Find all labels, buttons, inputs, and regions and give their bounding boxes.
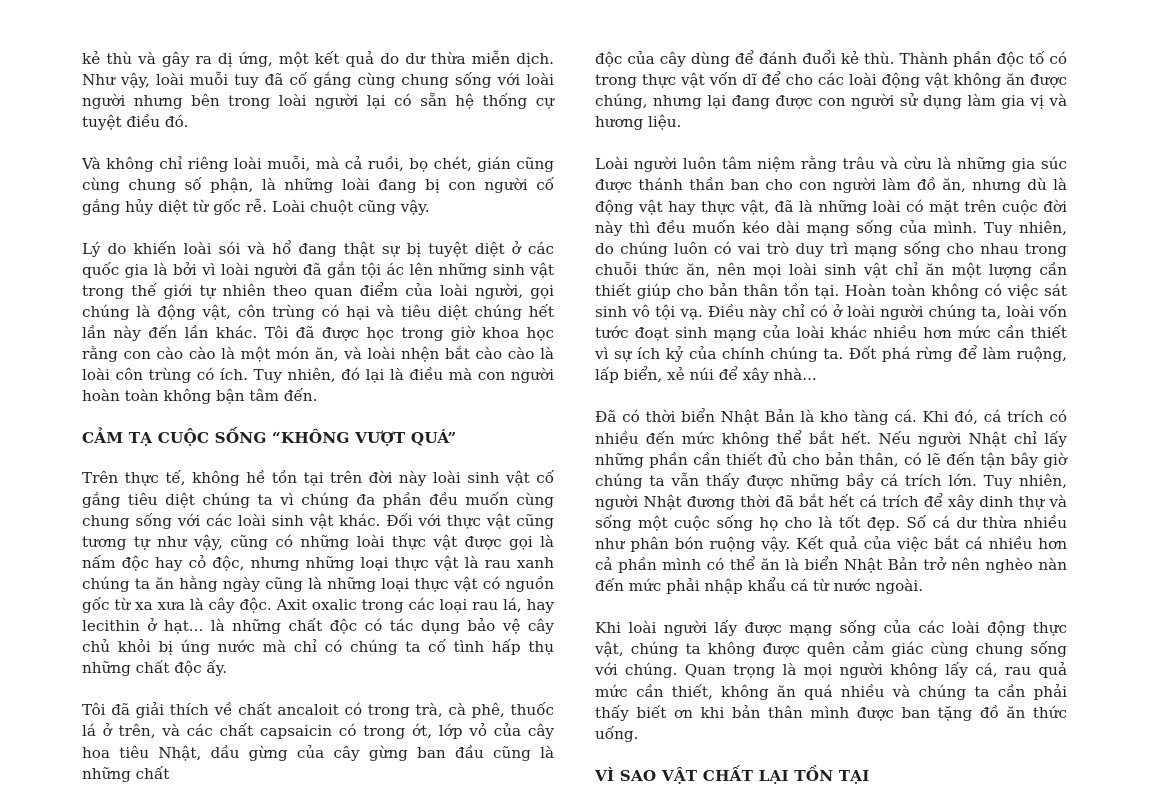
- left-column: [82, 49, 554, 806]
- paragraph: kẻ thù và gây ra dị ứng, một kết quả do dư thừa miễn dịch. Như vậy, loài muỗi tuy đã cố gắng cùng chung sống với loài người nhưng bên trong loài người lại có sẵn hệ thống cự tuyệt điều đó.: [82, 50, 554, 132]
- paragraph: Loài người luôn tâm niệm rằng trâu và cừu là những gia súc được thánh thần ban cho con người làm đồ ăn, nhưng dù là động vật hay thực vật, đã là những loài có mặt trên cuộc đời này thì đều muốn kéo dài mạng sống của mình. Tuy nhiên, do chúng luôn có vai trò duy trì mạng sống cho nhau trong chuỗi thức ăn, nên mọi loài sinh vật chỉ ăn một lượng cần thiết giúp cho bản thân tồn tại. Hoàn toàn không có việc sát sinh vô tội vạ. Điều này chỉ có ở loài người chúng ta, loài vốn tước đoạt sinh mạng của loài khác nhiều hơn mức cần thiết vì sự ích kỷ của chính chúng ta. Đốt phá rừng để làm ruộng, lấp biển, xẻ núi để xây nhà...: [595, 155, 1067, 385]
- paragraph: Trên thực tế, không hề tồn tại trên đời này loài sinh vật cố gắng tiêu diệt chúng ta vì chúng đa phần đều muốn cùng chung sống với các loài sinh vật khác. Đối với thực vật cũng tương tự như vậy, cũng có những loài thực vật được gọi là nấm độc hay cỏ độc, nhưng những loại thực vật là rau xanh chúng ta ăn hằng ngày cũng là những loại thực vật có nguồn gốc từ xa xưa là cây độc. Axit oxalic trong các loại rau lá, hay lecithin ở hạt... là những chất độc có tác dụng bảo vệ cây chủ khỏi bị úng nước mà chỉ có chúng ta cố tình hấp thụ những chất độc ấy.: [82, 469, 554, 678]
- section-heading: CẢM TẠ CUỘC SỐNG “KHÔNG VƯỢT QUÁ”: [82, 429, 457, 448]
- paragraph: Và không chỉ riêng loài muỗi, mà cả ruồi, bọ chét, gián cũng cùng chung số phận, là những loài đang bị con người cố gắng hủy diệt từ gốc rễ. Loài chuột cũng vậy.: [82, 155, 554, 216]
- paragraph: Khi loài người lấy được mạng sống của các loài động thực vật, chúng ta không được quên cảm giác cùng chung sống với chúng. Quan trọng là mọi người không lấy cá, rau quả mức cần thiết, không ăn quá nhiều và chúng ta cần phải thấy biết ơn khi bản thân mình được ban tặng đồ ăn thức uống.: [595, 619, 1067, 743]
- paragraph: Tôi đã giải thích về chất ancaloit có trong trà, cà phê, thuốc lá ở trên, và các chất capsaicin có trong ớt, lớp vỏ của cây hoa tiêu Nhật, dầu gừng của cây gừng ban đầu cũng là những chất: [82, 701, 554, 783]
- paragraph: độc của cây dùng để đánh đuổi kẻ thù. Thành phần độc tố có trong thực vật vốn dĩ để cho các loài động vật không ăn được chúng, nhưng lại đang được con người sử dụng làm gia vị và hương liệu.: [595, 50, 1067, 132]
- paragraph: Lý do khiến loài sói và hổ đang thật sự bị tuyệt diệt ở các quốc gia là bởi vì loài người đã gắn tội ác lên những sinh vật trong thế giới tự nhiên theo quan điểm của loài người, gọi chúng là động vật, côn trùng có hại và tiêu diệt chúng hết lần này đến lần khác. Tôi đã được học trong giờ khoa học rằng con cào cào là một món ăn, và loài nhện bắt cào cào là loài côn trùng có ích. Tuy nhiên, đó lại là điều mà con người hoàn toàn không bận tâm đến.: [82, 239, 554, 406]
- section-heading: VÌ SAO VẬT CHẤT LẠI TỒN TẠI: [595, 766, 870, 785]
- right-column: [595, 49, 1067, 806]
- paragraph: Đã có thời biển Nhật Bản là kho tàng cá. Khi đó, cá trích có nhiều đến mức không thể bắt hết. Nếu người Nhật chỉ lấy những phần cần thiết đủ cho bản thân, có lẽ đến tận bây giờ chúng ta vẫn thấy được những bầy cá trích lớn. Tuy nhiên, người Nhật đương thời đã bắt hết cá trích để xây dinh thự và sống một cuộc sống họ cho là tốt đẹp. Số cá dư thừa nhiều như phân bón ruộng vậy. Kết quả của việc bắt cá nhiều hơn cả phần mình có thể ăn là biển Nhật Bản trở nên nghèo nàn đến mức phải nhập khẩu cá từ nước ngoài.: [595, 408, 1067, 596]
